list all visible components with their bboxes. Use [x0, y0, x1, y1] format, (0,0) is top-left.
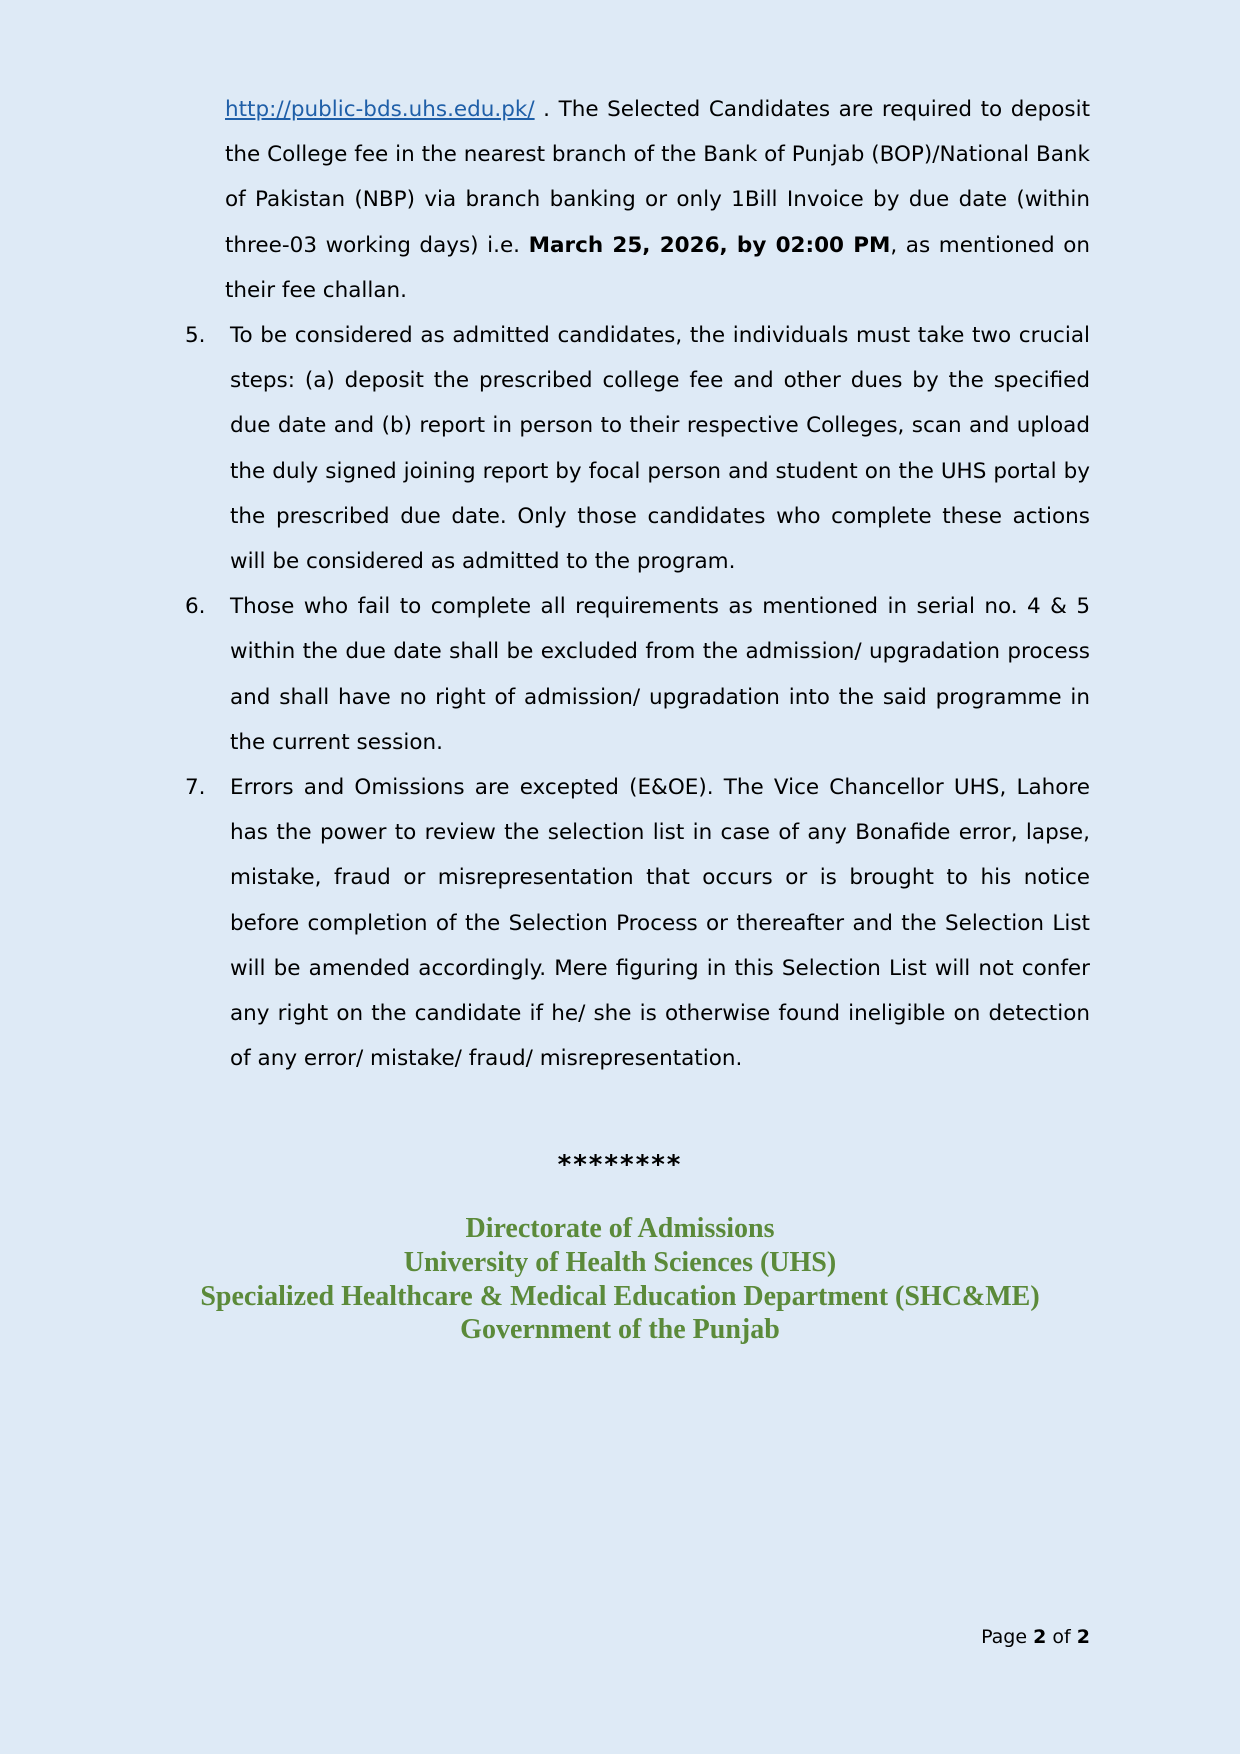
list-item-text: Those who fail to complete all requirements as mentioned in serial no. 4 & 5 within the due date shall be excluded from the admission/ upgradation process and shall have no right of admission/ upgradation into the said programme in the current session. [230, 594, 1090, 755]
section-separator: ******** [557, 1150, 683, 1180]
due-date-bold: March 25, 2026, by 02:00 PM [528, 232, 891, 258]
signature-university: University of Health Sciences (UHS) [403, 1246, 837, 1278]
signature-department: Specialized Healthcare & Medical Education Department (SHC&ME) [200, 1280, 1040, 1312]
list-item-number: 6. [185, 594, 206, 620]
item-4-continuation [225, 87, 1090, 313]
list-item-number: 7. [185, 775, 206, 801]
continuation-text-before: . The Selected Candidates are required to deposit the College fee in the nearest branch of the Bank of Punjab (BOP)/National Bank of Pakistan (NBP) via branch banking or only 1Bill Invoice by due date (within three-03 working days) i.e. [225, 97, 1090, 258]
signature-government: Government of the Punjab [460, 1314, 780, 1346]
list-item [180, 584, 1090, 765]
signature-block [0, 1212, 1240, 1347]
of-label: of [1052, 1626, 1071, 1648]
page-footer [981, 1626, 1090, 1648]
list-item-text: To be considered as admitted candidates, the individuals must take two crucial steps: (a) deposit the prescribed college fee and other dues by the specified due date and (b) report in person to their respective Colleges, scan and upload the duly signed joining report by focal person and student on the UHS portal by the prescribed due date. Only those candidates who complete these actions will be considered as admitted to the program. [230, 323, 1090, 575]
total-pages-number: 2 [1076, 1626, 1090, 1648]
page-label: Page [981, 1626, 1028, 1648]
continuation-text-after: , as mentioned on their fee challan. [225, 232, 1090, 303]
public-bds-link[interactable]: http://public-bds.uhs.edu.pk/ [225, 97, 535, 122]
numbered-list [180, 313, 1090, 1081]
list-item-number: 5. [185, 323, 206, 348]
signature-directorate: Directorate of Admissions [465, 1213, 775, 1244]
current-page-number: 2 [1033, 1626, 1047, 1648]
list-item [180, 765, 1090, 1081]
list-item [180, 313, 1090, 584]
list-item-text: Errors and Omissions are excepted (E&OE). The Vice Chancellor UHS, Lahore has the power to review the selection list in case of any Bonafide error, lapse, mistake, fraud or misrepresentation that occurs or is brought to his notice before completion of the Selection Process or thereafter and the Selection List will be amended accordingly. Mere figuring in this Selection List will not confer any right on the candidate if he/ she is otherwise found ineligible on detection of any error/ mistake/ fraud/ misrepresentation. [230, 775, 1090, 1072]
